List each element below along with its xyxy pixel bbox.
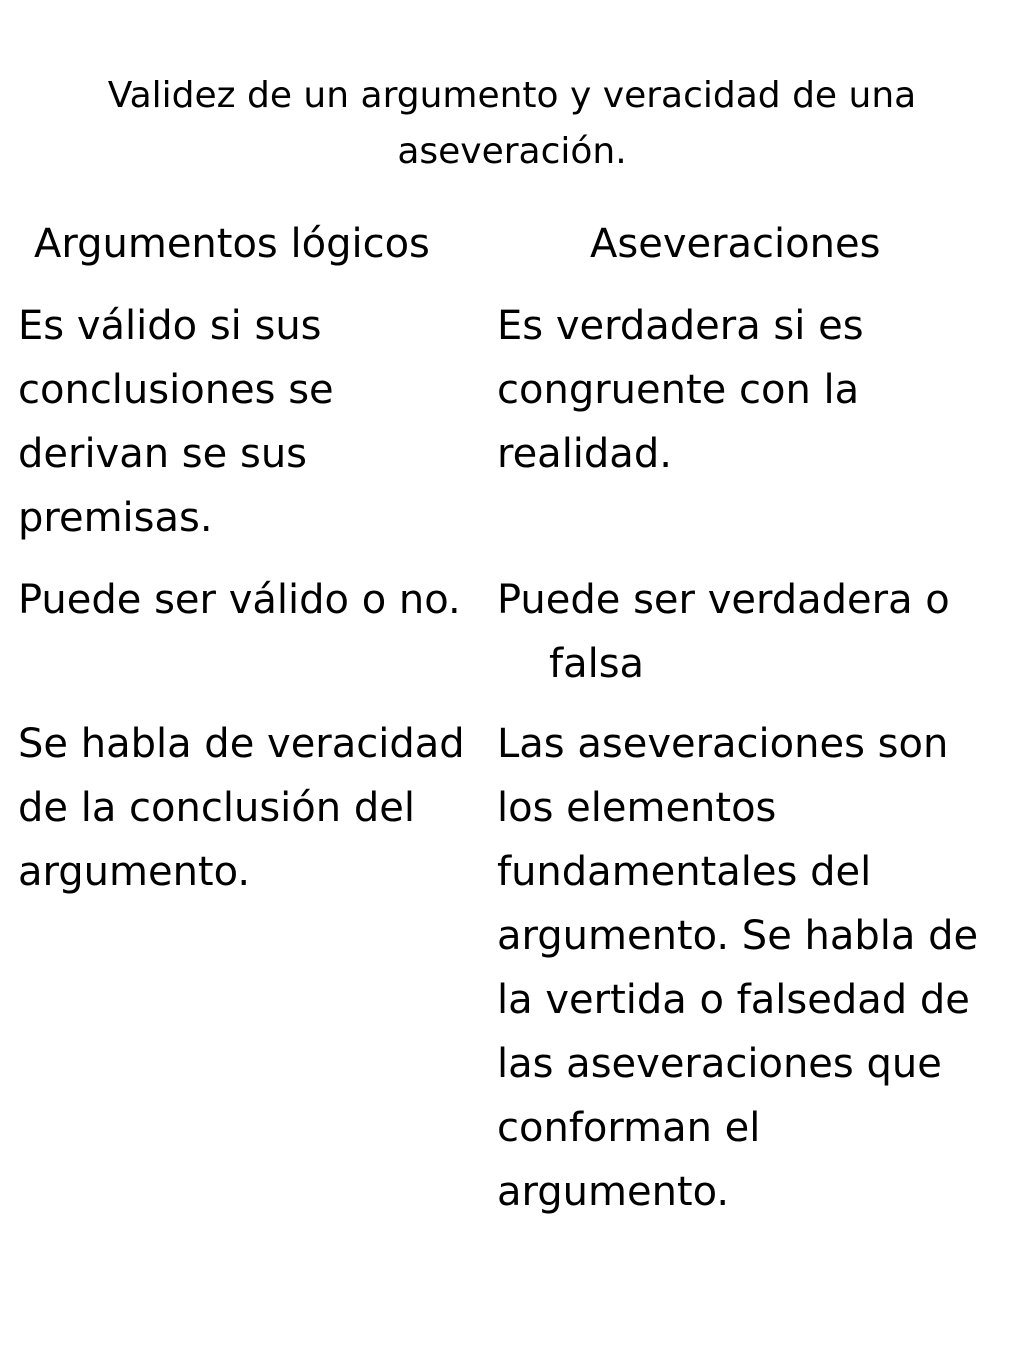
column-header-aseveraciones: Aseveraciones <box>590 221 881 267</box>
row-2-right-cell: Puede ser verdadera o falsa <box>497 577 950 687</box>
row-2-left-cell: Puede ser válido o no. <box>18 577 461 623</box>
page-title: Validez de un argumento y veracidad de una aseveración. <box>107 75 917 172</box>
row-1-left-cell: Es válido si sus conclusiones se derivan se sus premisas. <box>18 303 334 541</box>
column-header-argumentos: Argumentos lógicos <box>34 221 430 267</box>
row-3-right-cell: Las aseveraciones son los elementos fundamentales del argumento. Se habla de la vertida o falsedad de las aseveraciones que conforman el argumento. <box>497 721 979 1215</box>
row-3-left-cell: Se habla de veracidad de la conclusión del argumento. <box>18 721 465 895</box>
row-1-right-cell: Es verdadera si es congruente con la realidad. <box>497 303 864 477</box>
